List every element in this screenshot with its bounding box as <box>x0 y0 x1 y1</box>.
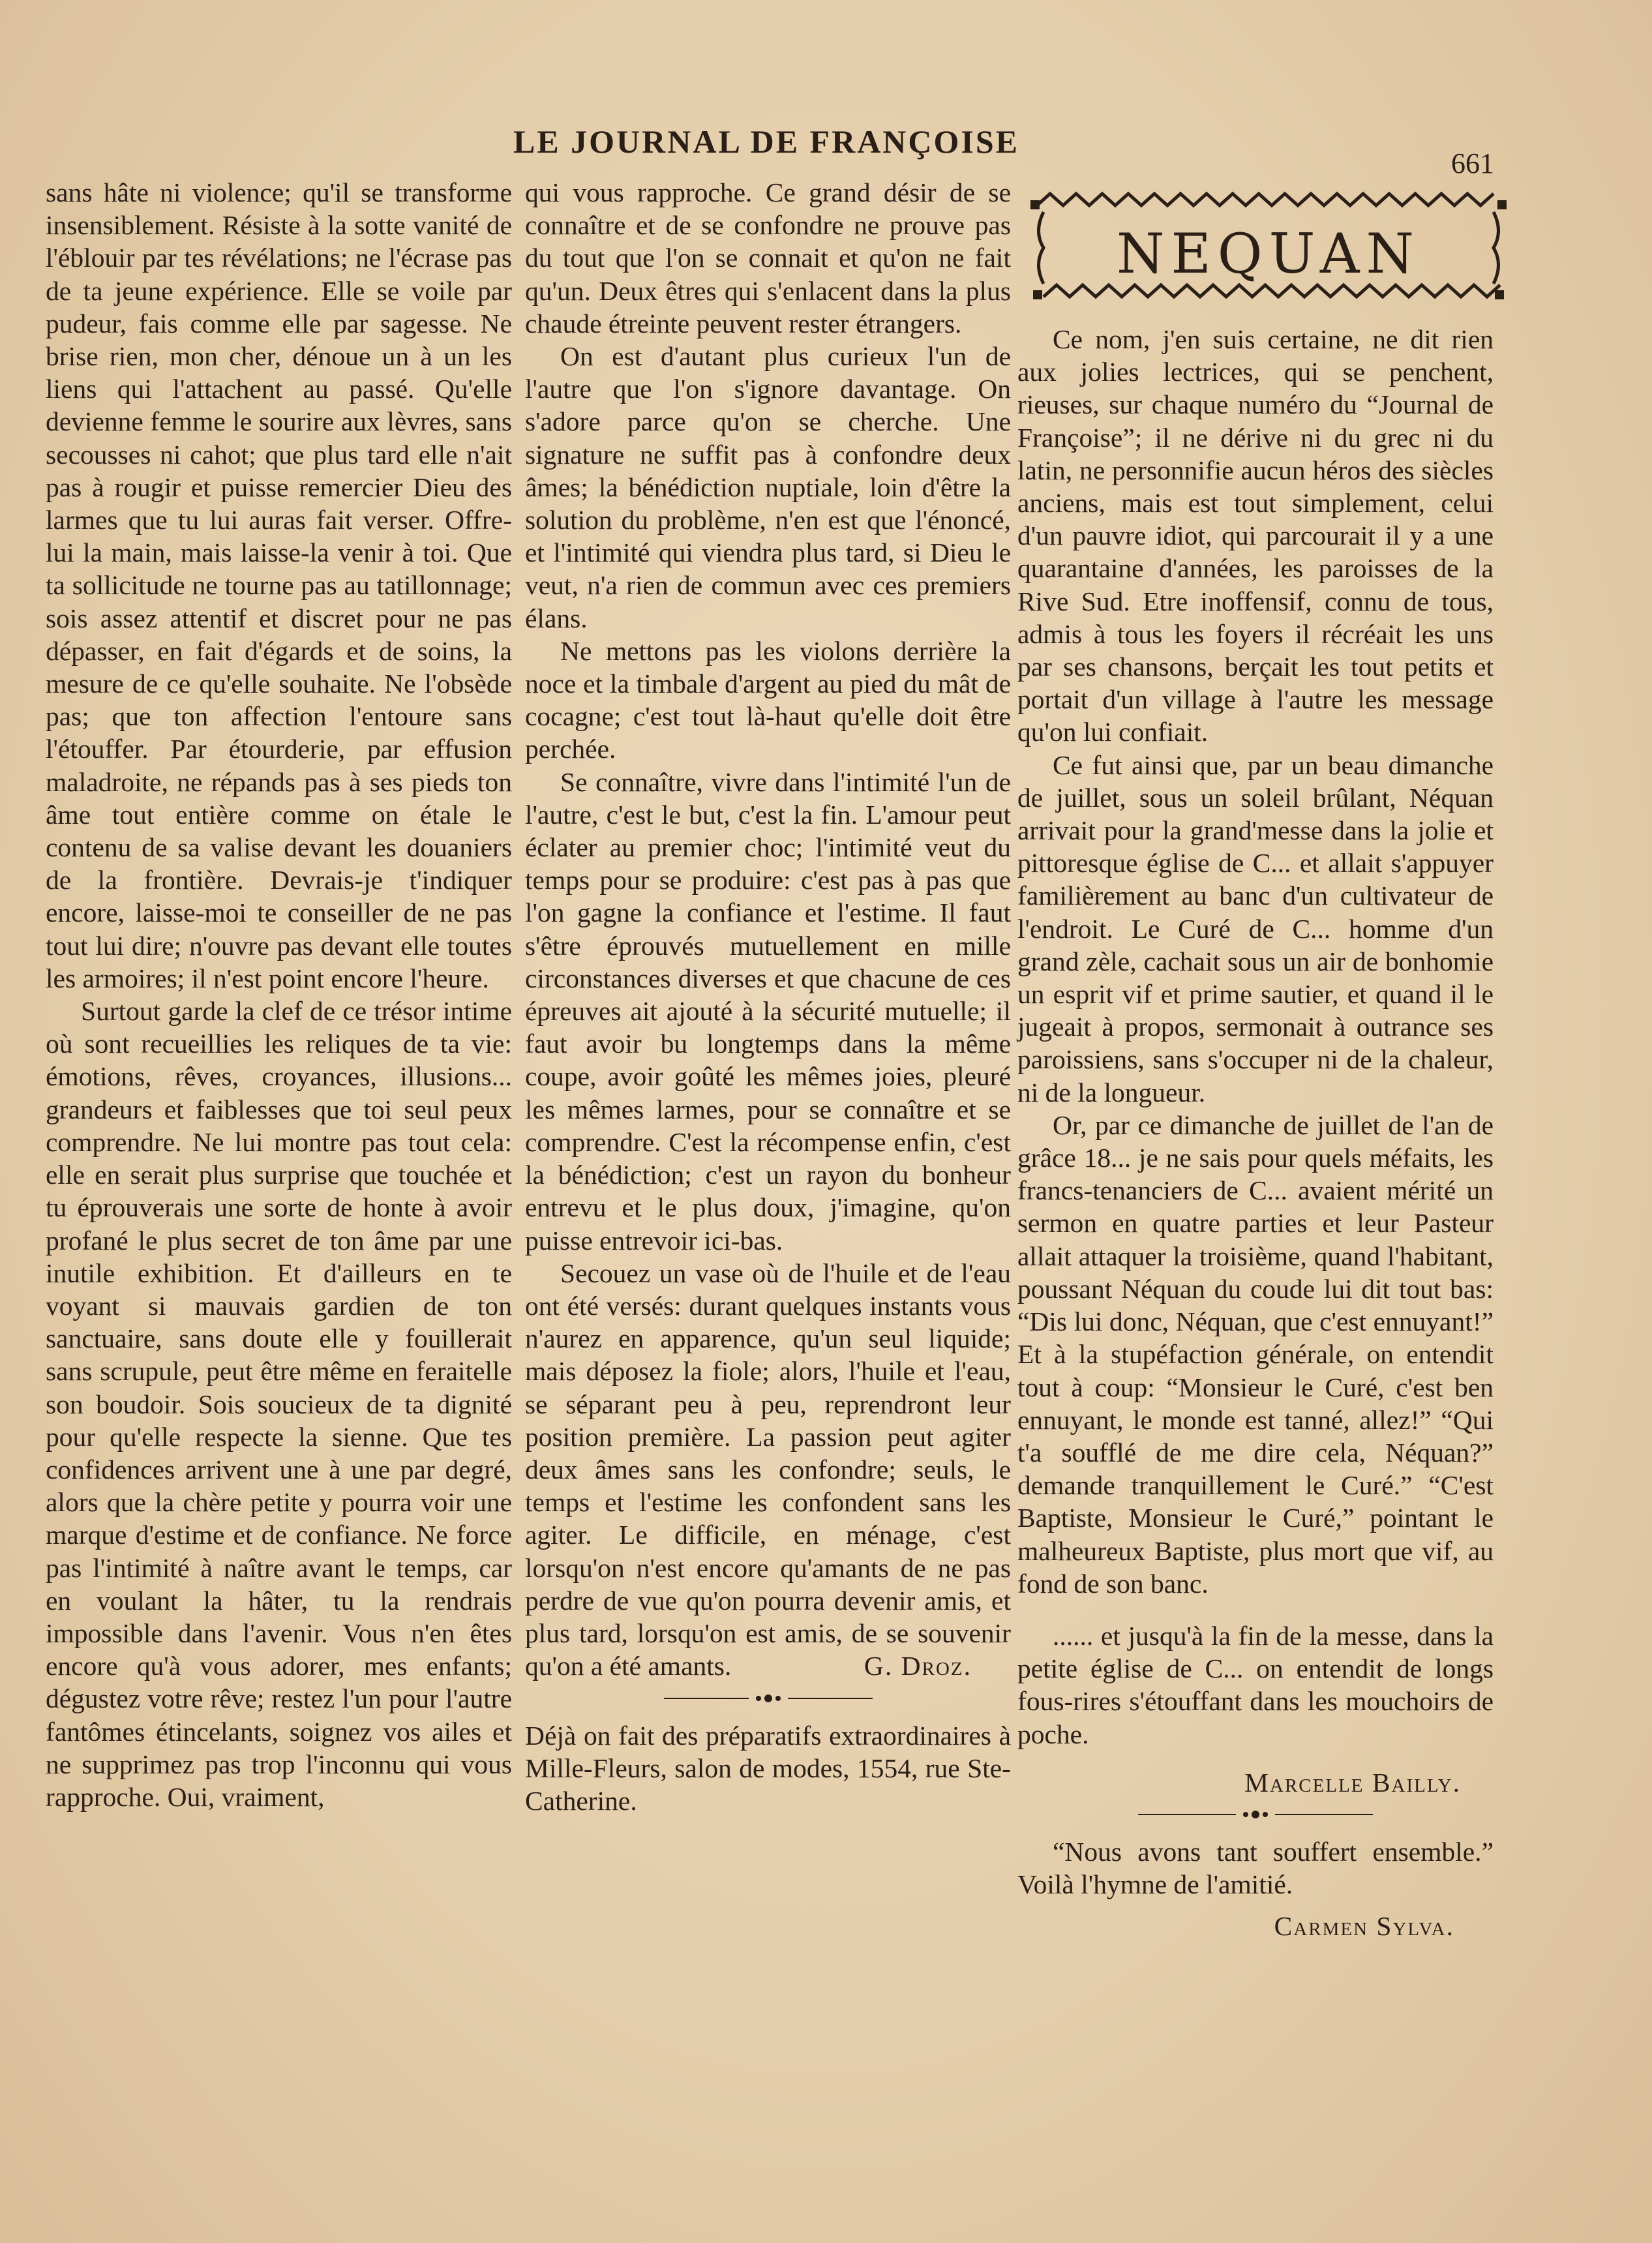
column-2 <box>525 176 1011 1817</box>
paragraph: ...... et jusqu'à la fin de la messe, dans la petite église de C... on entendit de longs fous-rires s'étouffant dans les mouchoirs de poche. <box>1017 1620 1494 1749</box>
paragraph: Ce nom, j'en suis certaine, ne dit rien aux jolies lectrices, qui se penchent, rieuses, sur chaque numéro du “Journal de Françoise”; il ne dérive ni du grec ni du latin, ne personnifie aucun héros des siècles anciens, mais est tout simplement, celui d'un pauvre idiot, qui parcourait il y a une quarantaine d'années, les paroisses de la Rive Sud. Etre inoffensif, connu de tous, admis à tous les foyers il récréait les uns par ses chansons, berçait les tout petits et portait d'un village à l'autre les message qu'on lui confiait. <box>1017 324 1494 747</box>
paragraph: Ce fut ainsi que, par un beau dimanche de juillet, sous un soleil brûlant, Néquan arrivait pour la grand'messe dans la jolie et pittoresque église de C... et allait s'appuyer familièrement au banc d'un cultivateur de l'endroit. Le Curé de C... homme d'un grand zèle, cachait sous un air de bonhomie un esprit vif et prime sautier, et quand il le jugeait à propos, sermonait à outrance ses paroissiens, sans s'occuper ni de la chaleur, ni de la longueur. <box>1017 749 1494 1107</box>
column-3 <box>1017 323 1494 1943</box>
article-title: NEQUAN <box>1116 222 1421 286</box>
author-signature: G. Droz. <box>864 1651 972 1681</box>
paragraph: qui vous rapproche. Ce grand désir de se connaître et de se confondre ne prouve pas du tout que l'on se connait et qu'on ne fait qu'un. Deux êtres qui s'enlacent dans la plus chaude étreinte peuvent rester étrangers. <box>525 177 1011 339</box>
paragraph: Se connaître, vivre dans l'intimité l'un de l'autre, c'est le but, c'est la fin. L'amour peut éclater au premier choc; l'intimité veut du temps pour se produire: c'est pas à pas que l'on gagne la confiance et l'estime. Il faut s'être éprouvés mutuellement en mille circonstances diverses et que chacune de ces épreuves ait ajouté à la sécurité mutuelle; il faut avoir bu longtemps dans la même coupe, avoir goûté les mêmes joies, pleuré les mêmes larmes, pour se connaître et se comprendre. C'est la récompense enfin, c'est la bénédiction; c'est un rayon du bonheur entrevu et le plus doux, j'imagine, qu'on puisse entrevoir ici-bas. <box>525 766 1011 1256</box>
quote-author: Carmen Sylva. <box>1274 1911 1454 1942</box>
page-title: LE JOURNAL DE FRANÇOISE <box>513 123 1020 160</box>
quote: “Nous avons tant souffert ensemble.” Voilà l'hymne de l'amitié. <box>1017 1836 1494 1900</box>
paragraph: Secouez un vase où de l'huile et de l'eau ont été versés: durant quelques instants vous n'aurez en apparence, qu'un seul liquide; mais déposez la fiole; alors, l'huile et l'eau, se séparant peu à peu, reprendront leur position première. La passion peut agiter deux âmes sans les confondre; seuls, le temps et l'estime les confondent sans les agiter. Le difficile, en ménage, c'est lorsqu'on n'est encore qu'amants de ne pas perdre de vue qu'on pourra devenir amis, et plus tard, lorsqu'on est amis, de se souvenir qu'on a été amants. <box>525 1257 1011 1681</box>
page-number: 661 <box>1451 147 1494 179</box>
ornament-divider <box>1017 1808 1494 1824</box>
column-1 <box>46 176 512 1813</box>
ornament-divider <box>525 1692 1011 1708</box>
advertisement-notice: Déjà on fait des préparatifs extraordinaires à Mille-Fleurs, salon de modes, 1554, rue Ste-Catherine. <box>525 1720 1011 1816</box>
author-signature: Marcelle Bailly. <box>1244 1767 1461 1798</box>
paragraph: sans hâte ni violence; qu'il se transforme insensiblement. Résiste à la sotte vanité de l'éblouir par tes révélations; ne l'écrase pas de ta jeune expérience. Elle se voile par pudeur, fais comme elle par sagesse. Ne brise rien, mon cher, dénoue un à un les liens qui l'attachent au passé. Qu'elle devienne femme le sourire aux lèvres, sans secousses ni cahot; que plus tard elle n'ait pas à rougir et puisse remercier Dieu des larmes que tu lui auras fait verser. Offre-lui la main, mais laisse-la venir à toi. Que ta sollicitude ne tourne pas au tatillonnage; sois assez attentif et discret pour ne pas dépasser, en fait d'égards et de soins, la mesure de ce qu'elle souhaite. Ne l'obsède pas; que ton affection l'entoure sans l'étouffer. Par étourderie, par effusion maladroite, ne répands pas à ses pieds ton âme tout entière comme on étale le contenu de sa valise devant les douaniers de la frontière. Devrais-je t'indiquer encore, laisse-moi te conseiller de ne pas tout lui dire; n'ouvre pas devant elle toutes les armoires; il n'est point encore l'heure. <box>46 177 512 993</box>
article-title-frame <box>1030 186 1507 310</box>
paragraph: Ne mettons pas les violons derrière la noce et la timbale d'argent au pied du mât de cocagne; c'est tout là-haut qu'elle doit être perchée. <box>525 635 1011 764</box>
paragraph: Surtout garde la clef de ce trésor intime où sont recueillies les reliques de ta vie: émotions, rêves, croyances, illusions... grandeurs et faiblesses que toi seul peux comprendre. Ne lui montre pas tout cela: elle en serait plus surprise que touchée et tu éprouverais une sorte de honte à avoir profané le plus secret de ton âme par une inutile exhibition. Et d'ailleurs en te voyant si mauvais gardien de ton sanctuaire, sans doute elle y fouillerait sans scrupule, peut être même en feraitelle son boudoir. Sois soucieux de ta dignité pour qu'elle respecte la sienne. Que tes confidences arrivent une à une par degré, alors que la chère petite y pourra voir une marque d'estime et de confiance. Ne force pas l'intimité à naître avant le temps, car en voulant la hâter, tu la rendrais impossible dans l'avenir. Vous n'en êtes encore qu'à vous adorer, mes enfants; dégustez votre rêve; restez l'un pour l'autre fantômes étincelants, soignez vos ailes et ne supprimez pas trop l'inconnu qui vous rapproche. Oui, vraiment, <box>46 996 512 1812</box>
paragraph: Or, par ce dimanche de juillet de l'an de grâce 18... je ne sais pour quels méfaits, les francs-tenanciers de C... avaient mérité un sermon en quatre parties et leur Pasteur allait attaquer la troisième, quand l'habitant, poussant Néquan du coude lui dit tout bas: “Dis lui donc, Néquan, que c'est ennuyant!” Et à la stupéfaction générale, on entendit tout à coup: “Monsieur le Curé, c'est ben ennuyant, le monde est tanné, allez!” “Qui t'a soufflé de me dire cela, Néquan?” demande tranquillement le Curé.” “C'est Baptiste, Monsieur le Curé,” pointant le malheureux Baptiste, plus mort que vif, au fond de son banc. <box>1017 1109 1494 1599</box>
paragraph: On est d'autant plus curieux l'un de l'autre que l'on s'ignore davantage. On s'adore parce qu'on se cherche. Une signature ne suffit pas à confondre deux âmes; la bénédiction nuptiale, loin d'être la solution du problème, n'en est que l'énoncé, et l'intimité qui viendra plus tard, si Dieu le veut, n'a rien de commun avec ces premiers élans. <box>525 341 1011 633</box>
